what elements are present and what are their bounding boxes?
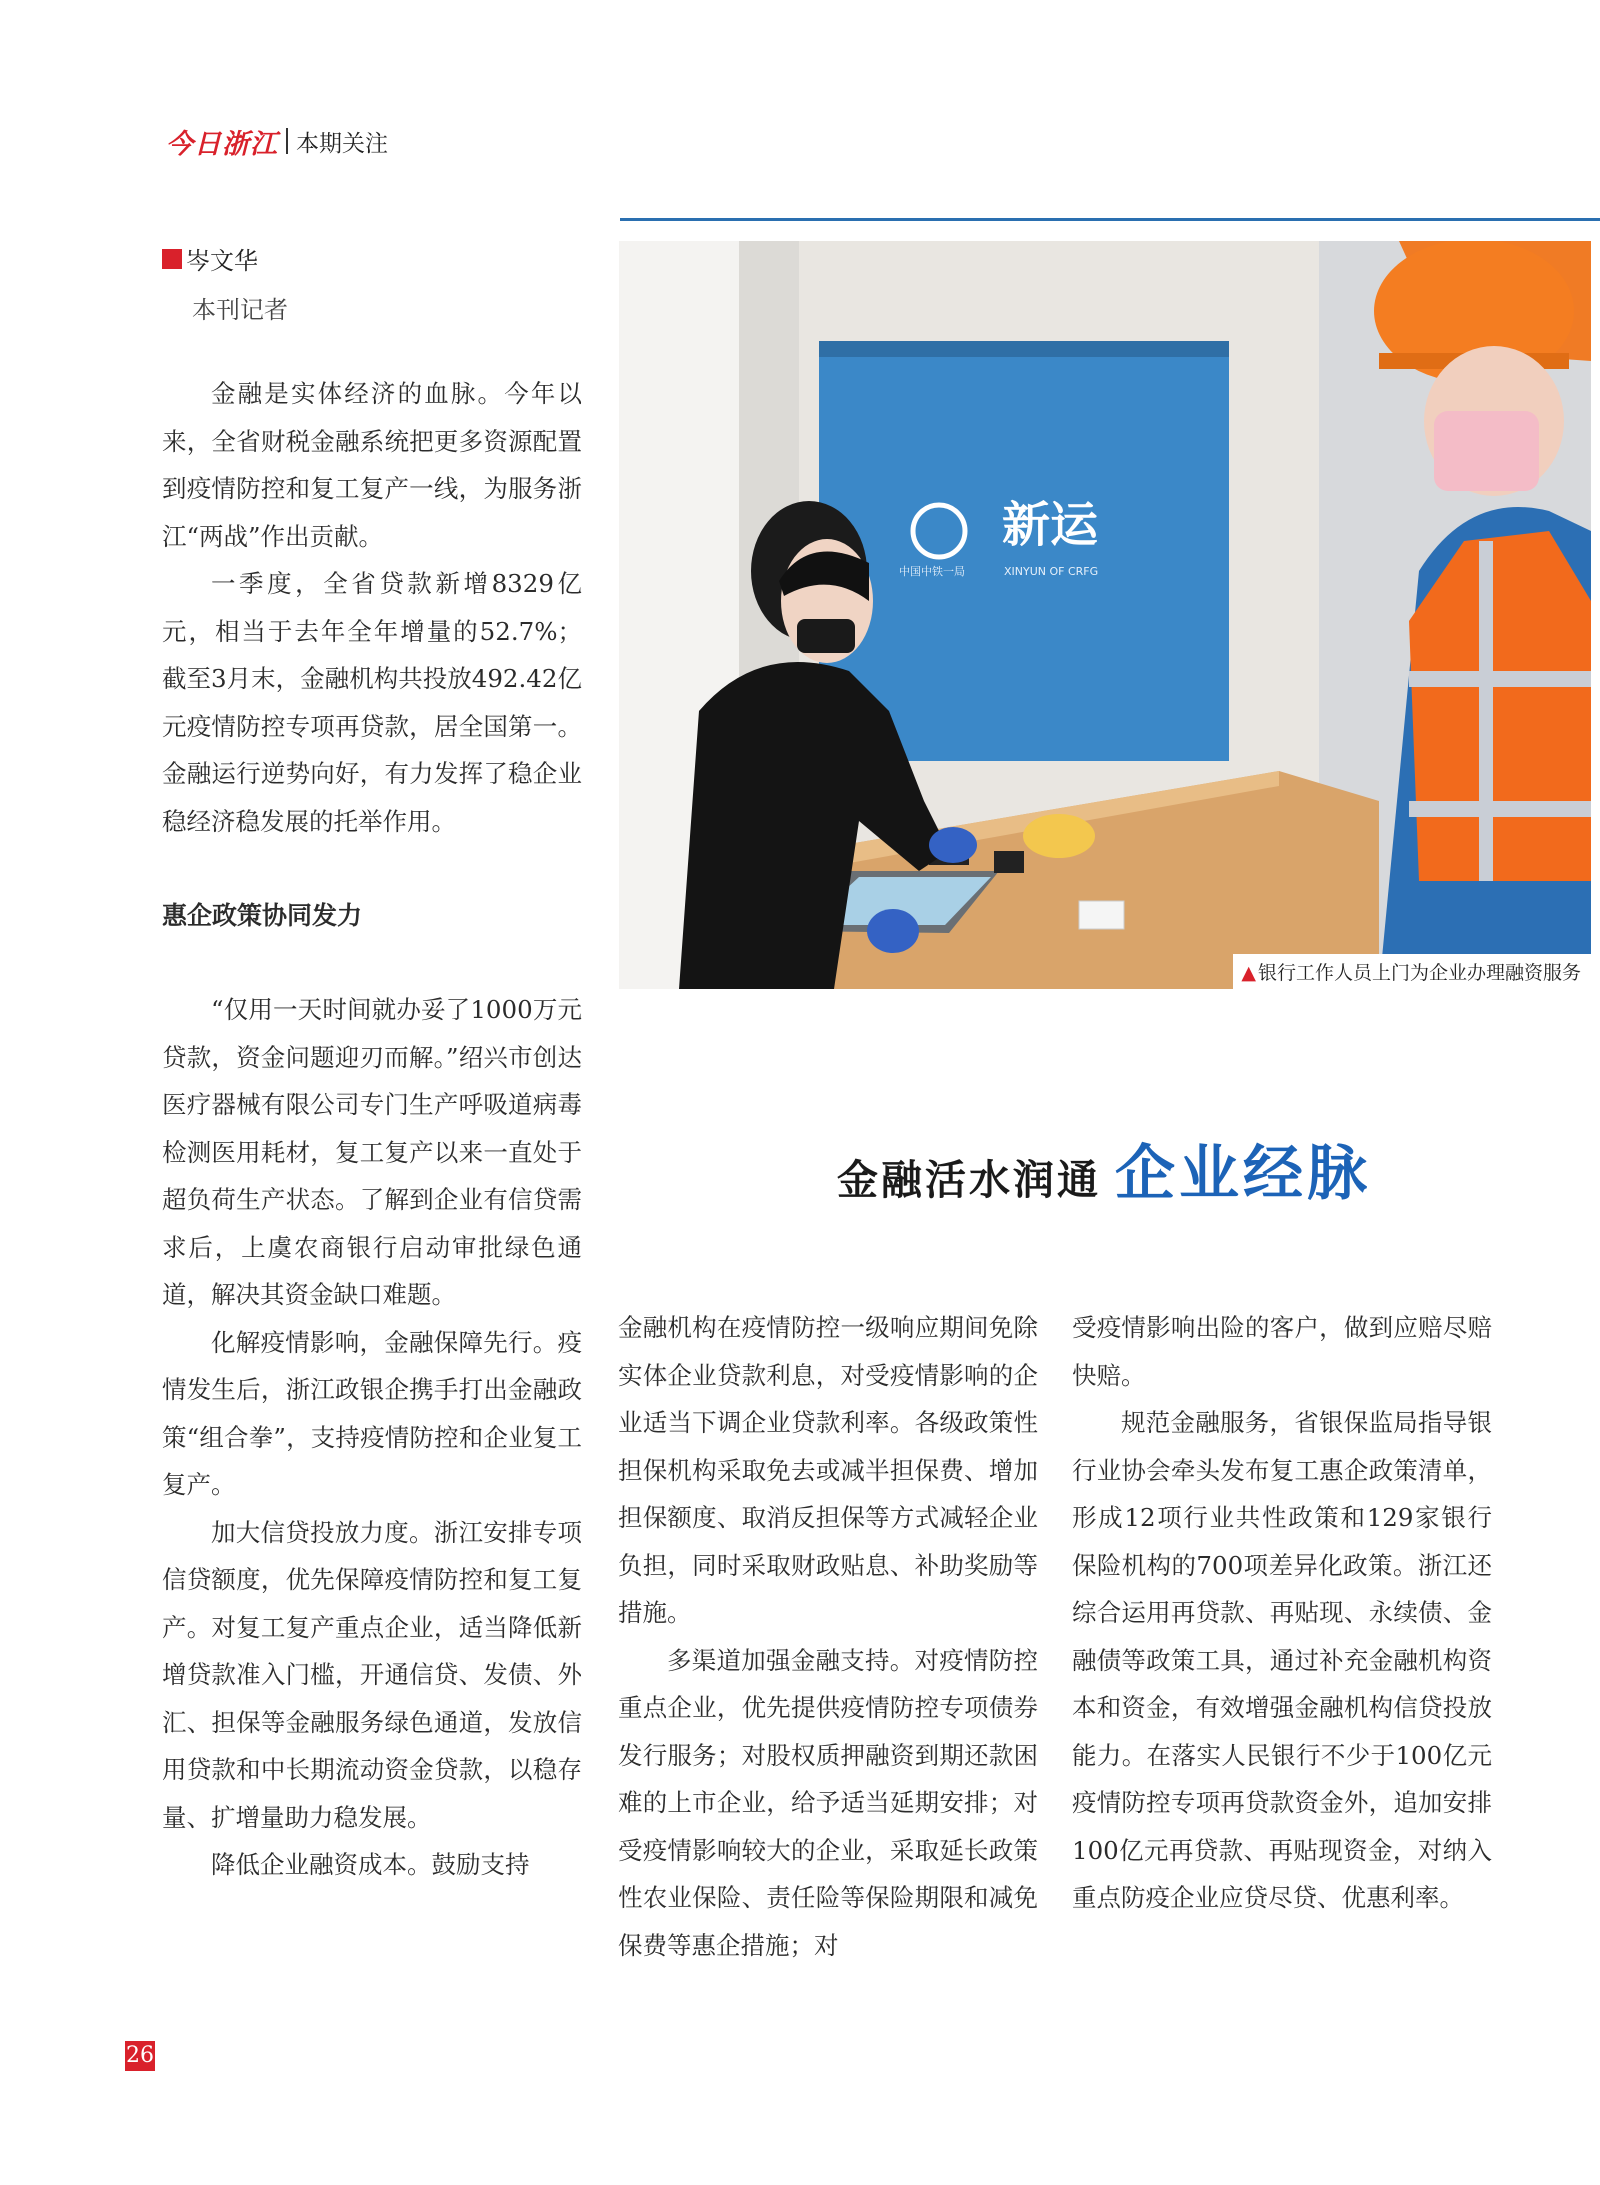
photo-caption <box>1233 954 1591 989</box>
author-line <box>162 241 288 276</box>
header-divider <box>286 128 288 154</box>
byline <box>162 241 288 325</box>
article-column-right <box>1072 1304 1492 1922</box>
section-name: 本期关注 <box>296 130 388 157</box>
red-square-icon <box>162 249 182 269</box>
paragraph: “仅用一天时间就办妥了1000万元贷款，资金问题迎刃而解。”绍兴市创达医疗器械有限公司专门生产呼吸道病毒检测医用耗材，复工复产以来一直处于超负荷生产状态。了解到企业有信贷需求后，上虞农商银行启动审批绿色通道，解决其资金缺口难题。 <box>162 995 582 1309</box>
banner-org-text: 中国中铁一局 <box>899 565 965 578</box>
banner-brand-text: 新运 <box>1002 497 1099 553</box>
top-rule <box>620 218 1600 221</box>
article-column-middle <box>618 1304 1038 1969</box>
paragraph: 多渠道加强金融支持。对疫情防控重点企业，优先提供疫情防控专项债券发行服务；对股权质押融资到期还款困难的上市企业，给予适当延期安排；对受疫情影响较大的企业，采取延长政策性农业保险、责任险等保险期限和减免保费等惠企措施；对 <box>618 1645 1038 1960</box>
headline-part-2: 企业经脉 <box>1115 1139 1371 1209</box>
banner-en-text: XINYUN OF CRFG <box>1004 565 1099 578</box>
magazine-logo: 今日浙江 <box>166 128 278 160</box>
page-number: 26 <box>125 2041 155 2071</box>
paragraph: 规范金融服务，省银保监局指导银行业协会牵头发布复工惠企政策清单，形成12项行业共性政策和129家银行保险机构的700项差异化政策。浙江还综合运用再贷款、再贴现、永续债、金融债等政策工具，通过补充金融机构资本和资金，有效增强金融机构信贷投放能力。在落实人民银行不少于100亿元疫情防控专项再贷款资金外，追加安排100亿元再贷款、再贴现资金，对纳入重点防疫企业应贷尽贷、优惠利率。 <box>1072 1408 1492 1912</box>
headline-part-1: 金融活水润通 <box>837 1156 1101 1204</box>
article-photo <box>619 241 1591 989</box>
photo-illustration <box>619 241 1591 989</box>
caption-triangle-icon: ▲ <box>1241 962 1256 984</box>
author-name: 岑文华 <box>186 247 258 275</box>
paragraph: 一季度，全省贷款新增8329亿元，相当于去年全年增量的52.7%；截至3月末，金融机构共投放492.42亿元疫情防控专项再贷款，居全国第一。金融运行逆势向好，有力发挥了稳企业稳经济稳发展的托举作用。 <box>162 569 582 836</box>
paragraph: 化解疫情影响，金融保障先行。疫情发生后，浙江政银企携手打出金融政策“组合拳”，支持疫情防控和企业复工复产。 <box>162 1327 582 1499</box>
paragraph: 受疫情影响出险的客户，做到应赔尽赔快赔。 <box>1072 1313 1492 1390</box>
paragraph: 降低企业融资成本。鼓励支持 <box>211 1850 530 1879</box>
paragraph: 加大信贷投放力度。浙江安排专项信贷额度，优先保障疫情防控和复工复产。对复工复产重点企业，适当降低新增贷款准入门槛，开通信贷、发债、外汇、担保等金融服务绿色通道，发放信用贷款和中长期流动资金贷款，以稳存量、扩增量助力稳发展。 <box>162 1517 582 1832</box>
paragraph: 金融机构在疫情防控一级响应期间免除实体企业贷款利息，对受疫情影响的企业适当下调企业贷款利率。各级政策性担保机构采取免去或减半担保费、增加担保额度、取消反担保等方式减轻企业负担，同时采取财政贴息、补助奖励等措施。 <box>618 1313 1038 1627</box>
subheading: 惠企政策协同发力 <box>162 901 363 930</box>
author-role: 本刊记者 <box>192 296 288 324</box>
caption-text: 银行工作人员上门为企业办理融资服务 <box>1257 962 1581 984</box>
paragraph: 金融是实体经济的血脉。今年以来，全省财税金融系统把更多资源配置到疫情防控和复工复产一线，为服务浙江“两战”作出贡献。 <box>162 379 582 551</box>
article-headline <box>618 1126 1590 1212</box>
magazine-header <box>166 126 388 160</box>
article-column-left <box>162 370 582 1889</box>
